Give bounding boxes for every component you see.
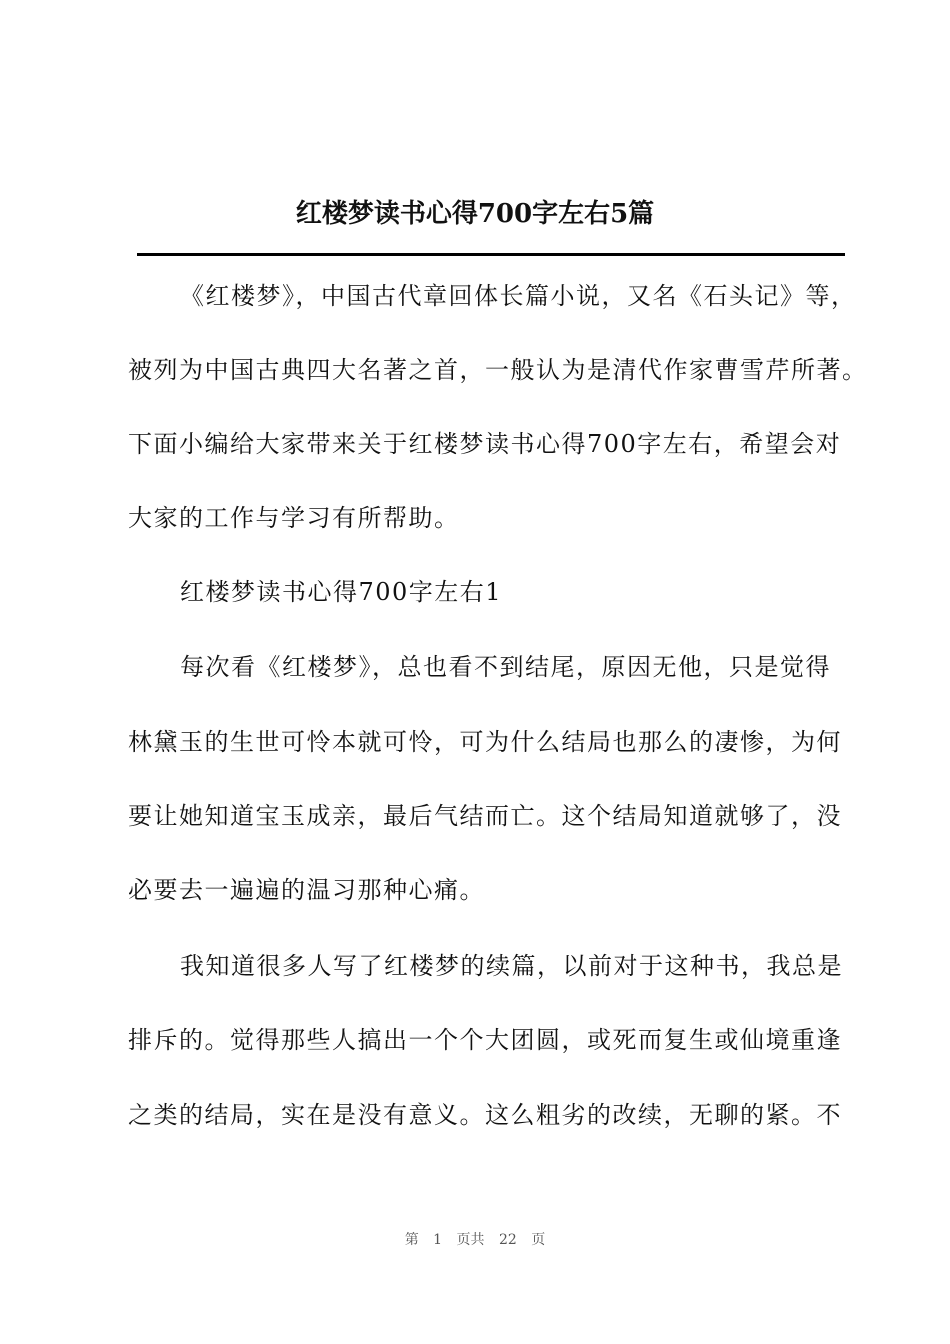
paragraph-line: 必要去一遍遍的温习那种心痛。	[128, 876, 485, 904]
page-footer: 第 1 页共 22 页	[404, 1232, 546, 1248]
paragraph-line: 下面小编给大家带来关于红楼梦读书心得700字左右，希望会对	[128, 430, 842, 458]
paragraph-line: 林黛玉的生世可怜本就可怜，可为什么结局也那么的凄惨，为何	[128, 728, 842, 756]
paragraph-line: 我知道很多人写了红楼梦的续篇，以前对于这种书，我总是	[180, 952, 843, 980]
paragraph-line: 排斥的。觉得那些人搞出一个个大团圆，或死而复生或仙境重逢	[128, 1026, 842, 1054]
paragraph-line: 每次看《红楼梦》，总也看不到结尾，原因无他，只是觉得	[180, 653, 831, 681]
title-divider	[137, 253, 845, 256]
paragraph-line: 大家的工作与学习有所帮助。	[128, 504, 460, 532]
section-heading: 红楼梦读书心得700字左右1	[180, 578, 503, 606]
document-title: 红楼梦读书心得700字左右5篇	[295, 199, 655, 229]
paragraph-line: 被列为中国古典四大名著之首，一般认为是清代作家曹雪芹所著。	[128, 356, 868, 384]
paragraph-line: 之类的结局，实在是没有意义。这么粗劣的改续，无聊的紧。不	[128, 1101, 842, 1129]
paragraph-line: 要让她知道宝玉成亲，最后气结而亡。这个结局知道就够了，没	[128, 802, 842, 830]
paragraph-line: 《红楼梦》，中国古代章回体长篇小说，又名《石头记》等，	[180, 282, 857, 310]
